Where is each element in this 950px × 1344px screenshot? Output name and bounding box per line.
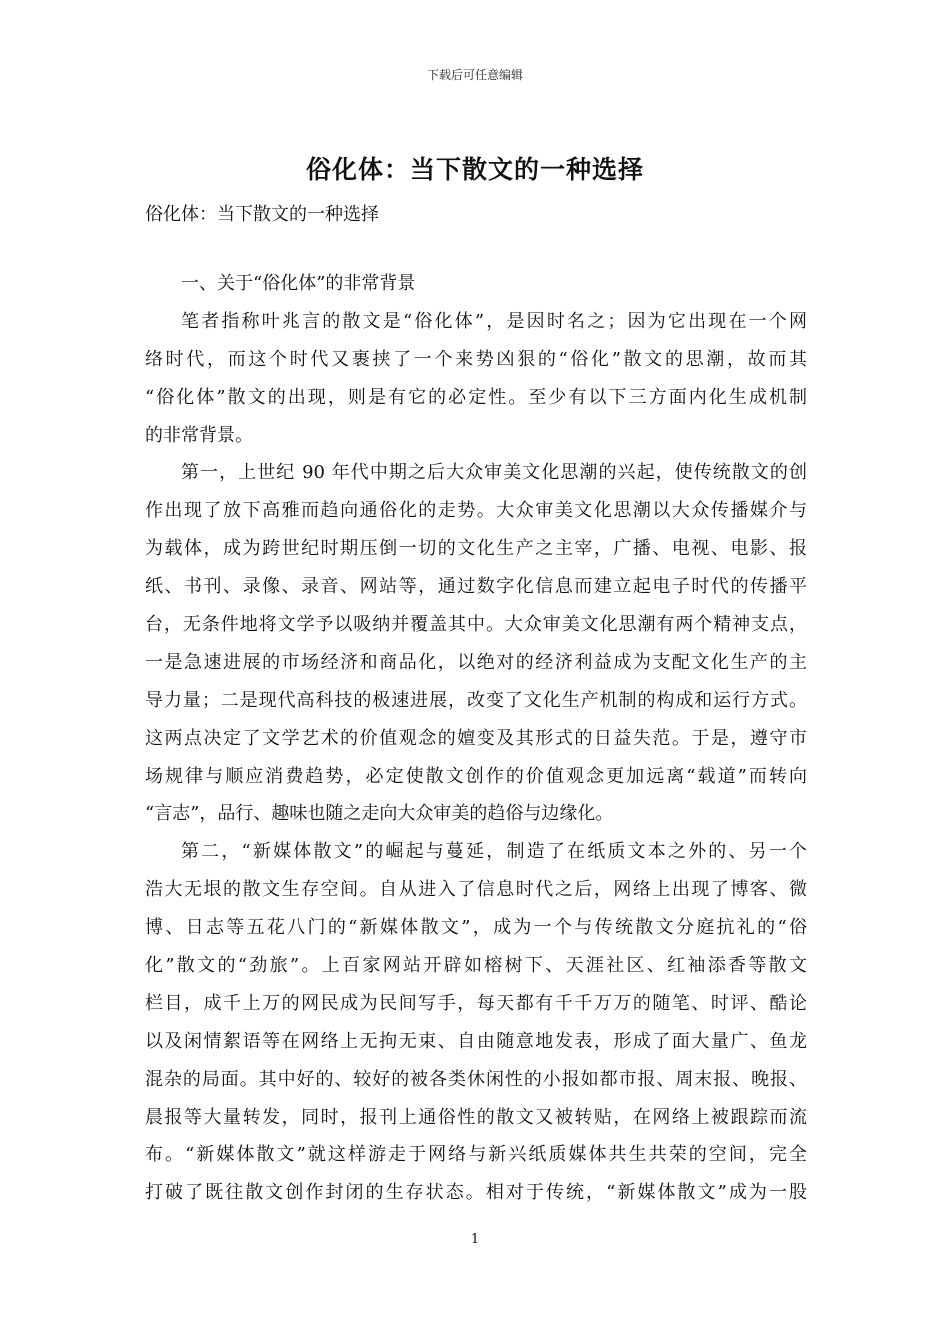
text-line: 以及闲情絮语等在网络上无拘无束、自由随意地发表，形成了面大量广、鱼龙 [145, 1030, 807, 1052]
text-line: 栏目，成千上万的网民成为民间写手，每天都有千千万万的随笔、时评、酷论 [145, 992, 807, 1014]
text-line: 一是急速进展的市场经济和商品化，以绝对的经济利益成为支配文化生产的主 [145, 651, 807, 673]
text-line: 场规律与顺应消费趋势，必定使散文创作的价值观念更加远离“载道”而转向 [145, 765, 807, 787]
text-line: “俗化体”散文的出现，则是有它的必定性。至少有以下三方面内化生成机制 [145, 386, 807, 408]
text-line: 的非常背景。 [145, 424, 253, 446]
header-note: 下载后可任意编辑 [426, 68, 523, 82]
text-line: 布。“新媒体散文”就这样游走于网络与新兴纸质媒体共生共荣的空间，完全 [145, 1144, 807, 1166]
text-line: 为载体，成为跨世纪时期压倒一切的文化生产之主宰，广播、电视、电影、报 [145, 538, 807, 560]
document-body [145, 265, 807, 1212]
text-line: 晨报等大量转发，同时，报刊上通俗性的散文又被转贴，在网络上被跟踪而流 [145, 1106, 807, 1128]
text-line: 化”散文的“劲旅”。上百家网站开辟如榕树下、天涯社区、红袖添香等散文 [145, 955, 807, 977]
document-title: 俗化体：当下散文的一种选择 [305, 155, 644, 184]
text-line: 纸、书刊、录像、录音、网站等，通过数字化信息而建立起电子时代的传播平 [145, 576, 807, 598]
text-line: 第二，“新媒体散文”的崛起与蔓延，制造了在纸质文本之外的、另一个 [181, 841, 807, 863]
document-subtitle: 俗化体：当下散文的一种选择 [145, 204, 379, 225]
section-heading: 一、关于“俗化体”的非常背景 [181, 273, 416, 294]
text-line: 导力量；二是现代高科技的极速进展，改变了文化生产机制的构成和运行方式。 [145, 689, 807, 711]
page-number: 1 [470, 1232, 480, 1247]
text-line: 作出现了放下高雅而趋向通俗化的走势。大众审美文化思潮以大众传播媒介与 [145, 500, 807, 522]
text-line: 混杂的局面。其中好的、较好的被各类休闲性的小报如都市报、周末报、晚报、 [145, 1068, 807, 1090]
text-line: 笔者指称叶兆言的散文是“俗化体”，是因时名之；因为它出现在一个网 [181, 310, 807, 332]
text-line: 打破了既往散文创作封闭的生存状态。相对于传统，“新媒体散文”成为一股 [145, 1182, 807, 1204]
text-line: “言志”，品行、趣味也随之走向大众审美的趋俗与边缘化。 [145, 803, 614, 825]
text-line: 博、日志等五花八门的“新媒体散文”，成为一个与传统散文分庭抗礼的“俗 [145, 917, 807, 939]
text-line: 台，无条件地将文学予以吸纳并覆盖其中。大众审美文化思潮有两个精神支点， [145, 614, 807, 636]
text-line: 第一，上世纪 90 年代中期之后大众审美文化思潮的兴起，使传统散文的创 [181, 462, 807, 484]
text-line: 浩大无垠的散文生存空间。自从进入了信息时代之后，网络上出现了博客、微 [145, 879, 807, 901]
text-line: 这两点决定了文学艺术的价值观念的嬗变及其形式的日益失范。于是，遵守市 [145, 727, 807, 749]
text-line: 络时代，而这个时代又裹挟了一个来势凶狠的“俗化”散文的思潮，故而其 [145, 348, 807, 370]
